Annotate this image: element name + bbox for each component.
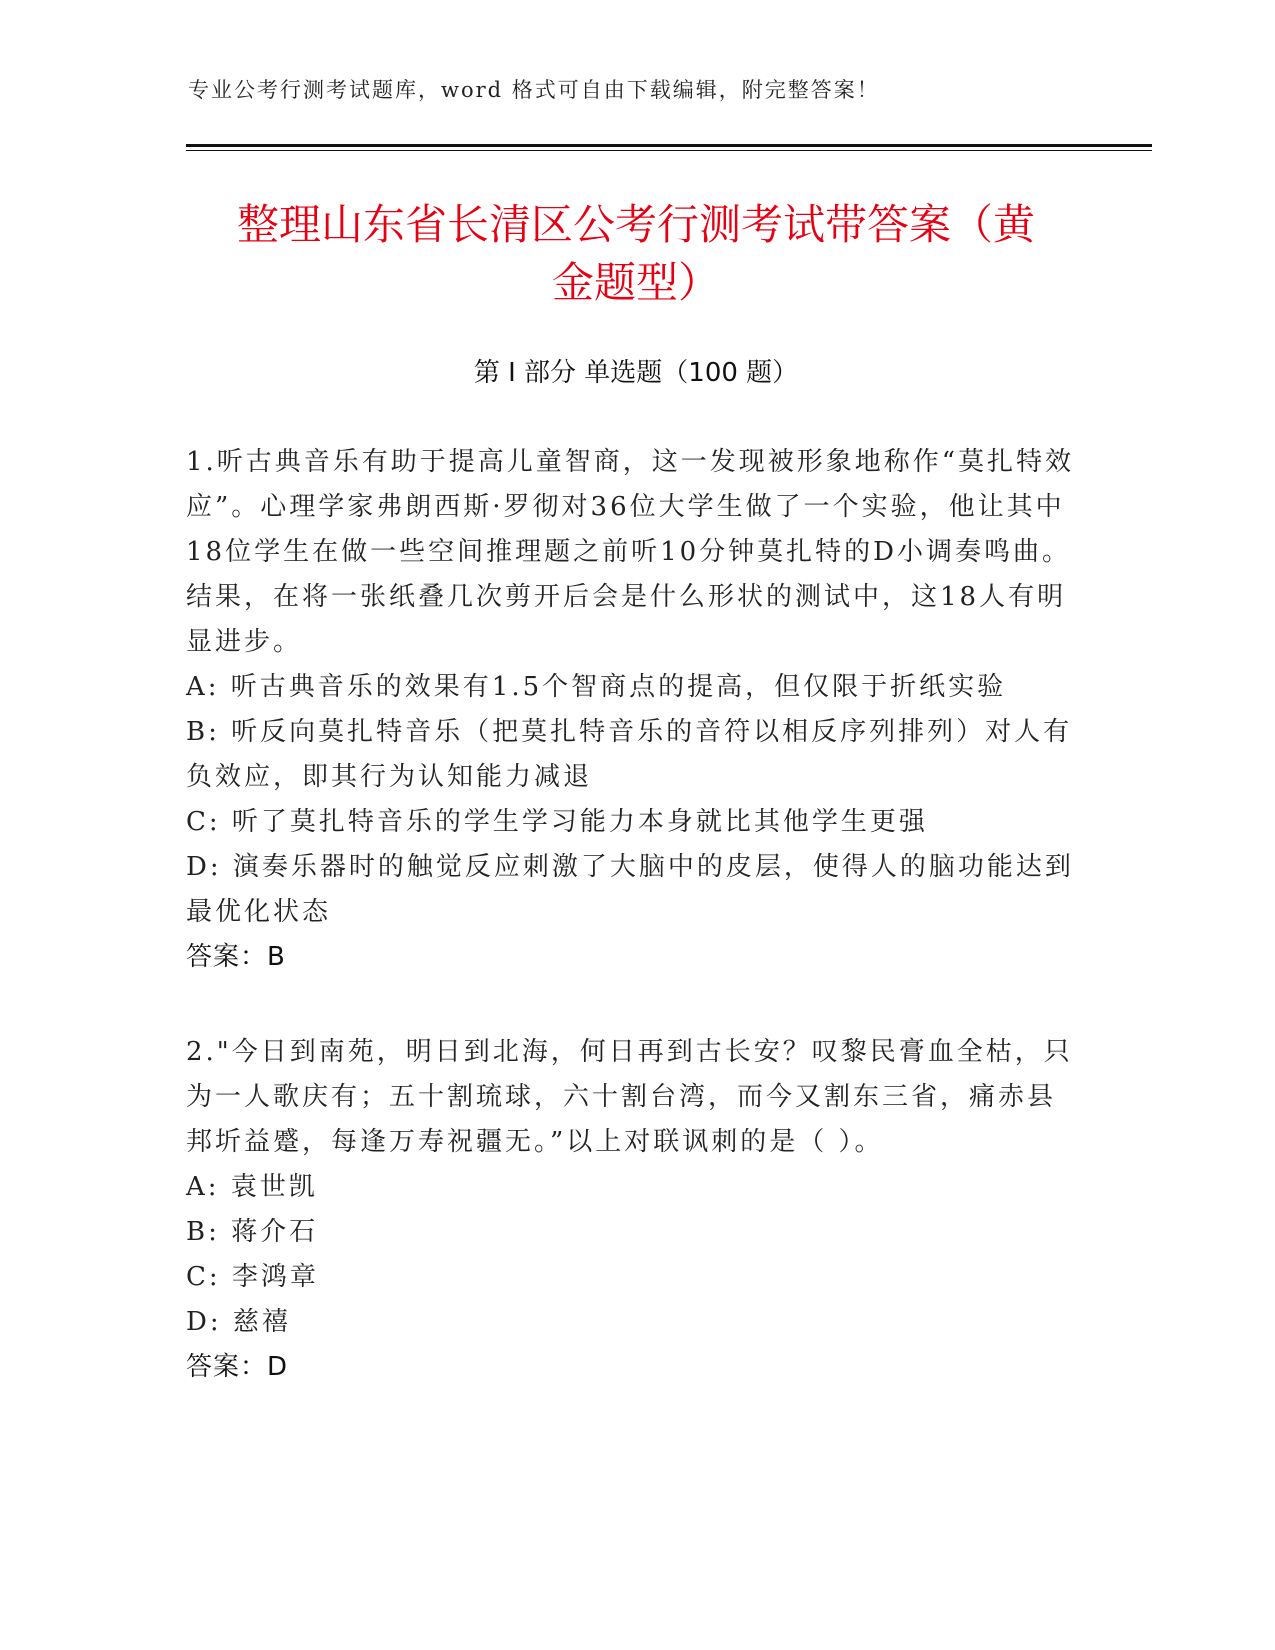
question-stem: 2."今日到南苑，明日到北海，何日再到古长安？叹黎民膏血全枯，只为一人歌庆有；五十割琉球，六十割台湾，而今又割东三省，痛赤县邦圻益蹙，每逢万寿祝疆无。”以上对联讽刺的是（ ）。 (186, 1037, 1073, 1157)
header-divider-thick (186, 144, 1152, 147)
option-a: A: 听古典音乐的效果有1.5个智商点的提高，但仅限于折纸实验 (186, 672, 1007, 702)
option-c: C: 李鸿章 (186, 1262, 319, 1292)
answer: 答案：B (186, 942, 286, 972)
section-heading: 第 I 部分 单选题（100 题） (473, 358, 799, 388)
header-divider-thin (186, 150, 1152, 151)
question-1 (186, 440, 1076, 980)
document-title-line-1: 整理山东省长清区公考行测考试带答案（黄 (236, 200, 1035, 249)
option-b: B: 听反向莫扎特音乐（把莫扎特音乐的音符以相反序列排列）对人有负效应，即其行为认知能力减退 (186, 717, 1073, 792)
document-title (186, 196, 1086, 312)
option-d: D: 演奏乐器时的触觉反应刺激了大脑中的皮层，使得人的脑功能达到最优化状态 (186, 852, 1074, 927)
answer: 答案：D (186, 1352, 289, 1382)
question-2 (186, 1030, 1076, 1390)
option-a: A: 袁世凯 (186, 1172, 318, 1202)
option-d: D: 慈禧 (186, 1307, 291, 1337)
document-title-line-2: 金题型） (551, 258, 720, 307)
option-b: B: 蒋介石 (186, 1217, 319, 1247)
question-stem: 1.听古典音乐有助于提高儿童智商，这一发现被形象地称作“莫扎特效应”。心理学家弗朗西斯·罗彻对36位大学生做了一个实验，他让其中18位学生在做一些空间推理题之前听10分钟莫扎特的D小调奏鸣曲。结果，在将一张纸叠几次剪开后会是什么形状的测试中，这18人有明显进步。 (186, 447, 1075, 657)
option-c: C: 听了莫扎特音乐的学生学习能力本身就比其他学生更强 (186, 807, 928, 837)
header-note: 专业公考行测考试题库，word 格式可自由下载编辑，附完整答案！ (188, 78, 880, 102)
